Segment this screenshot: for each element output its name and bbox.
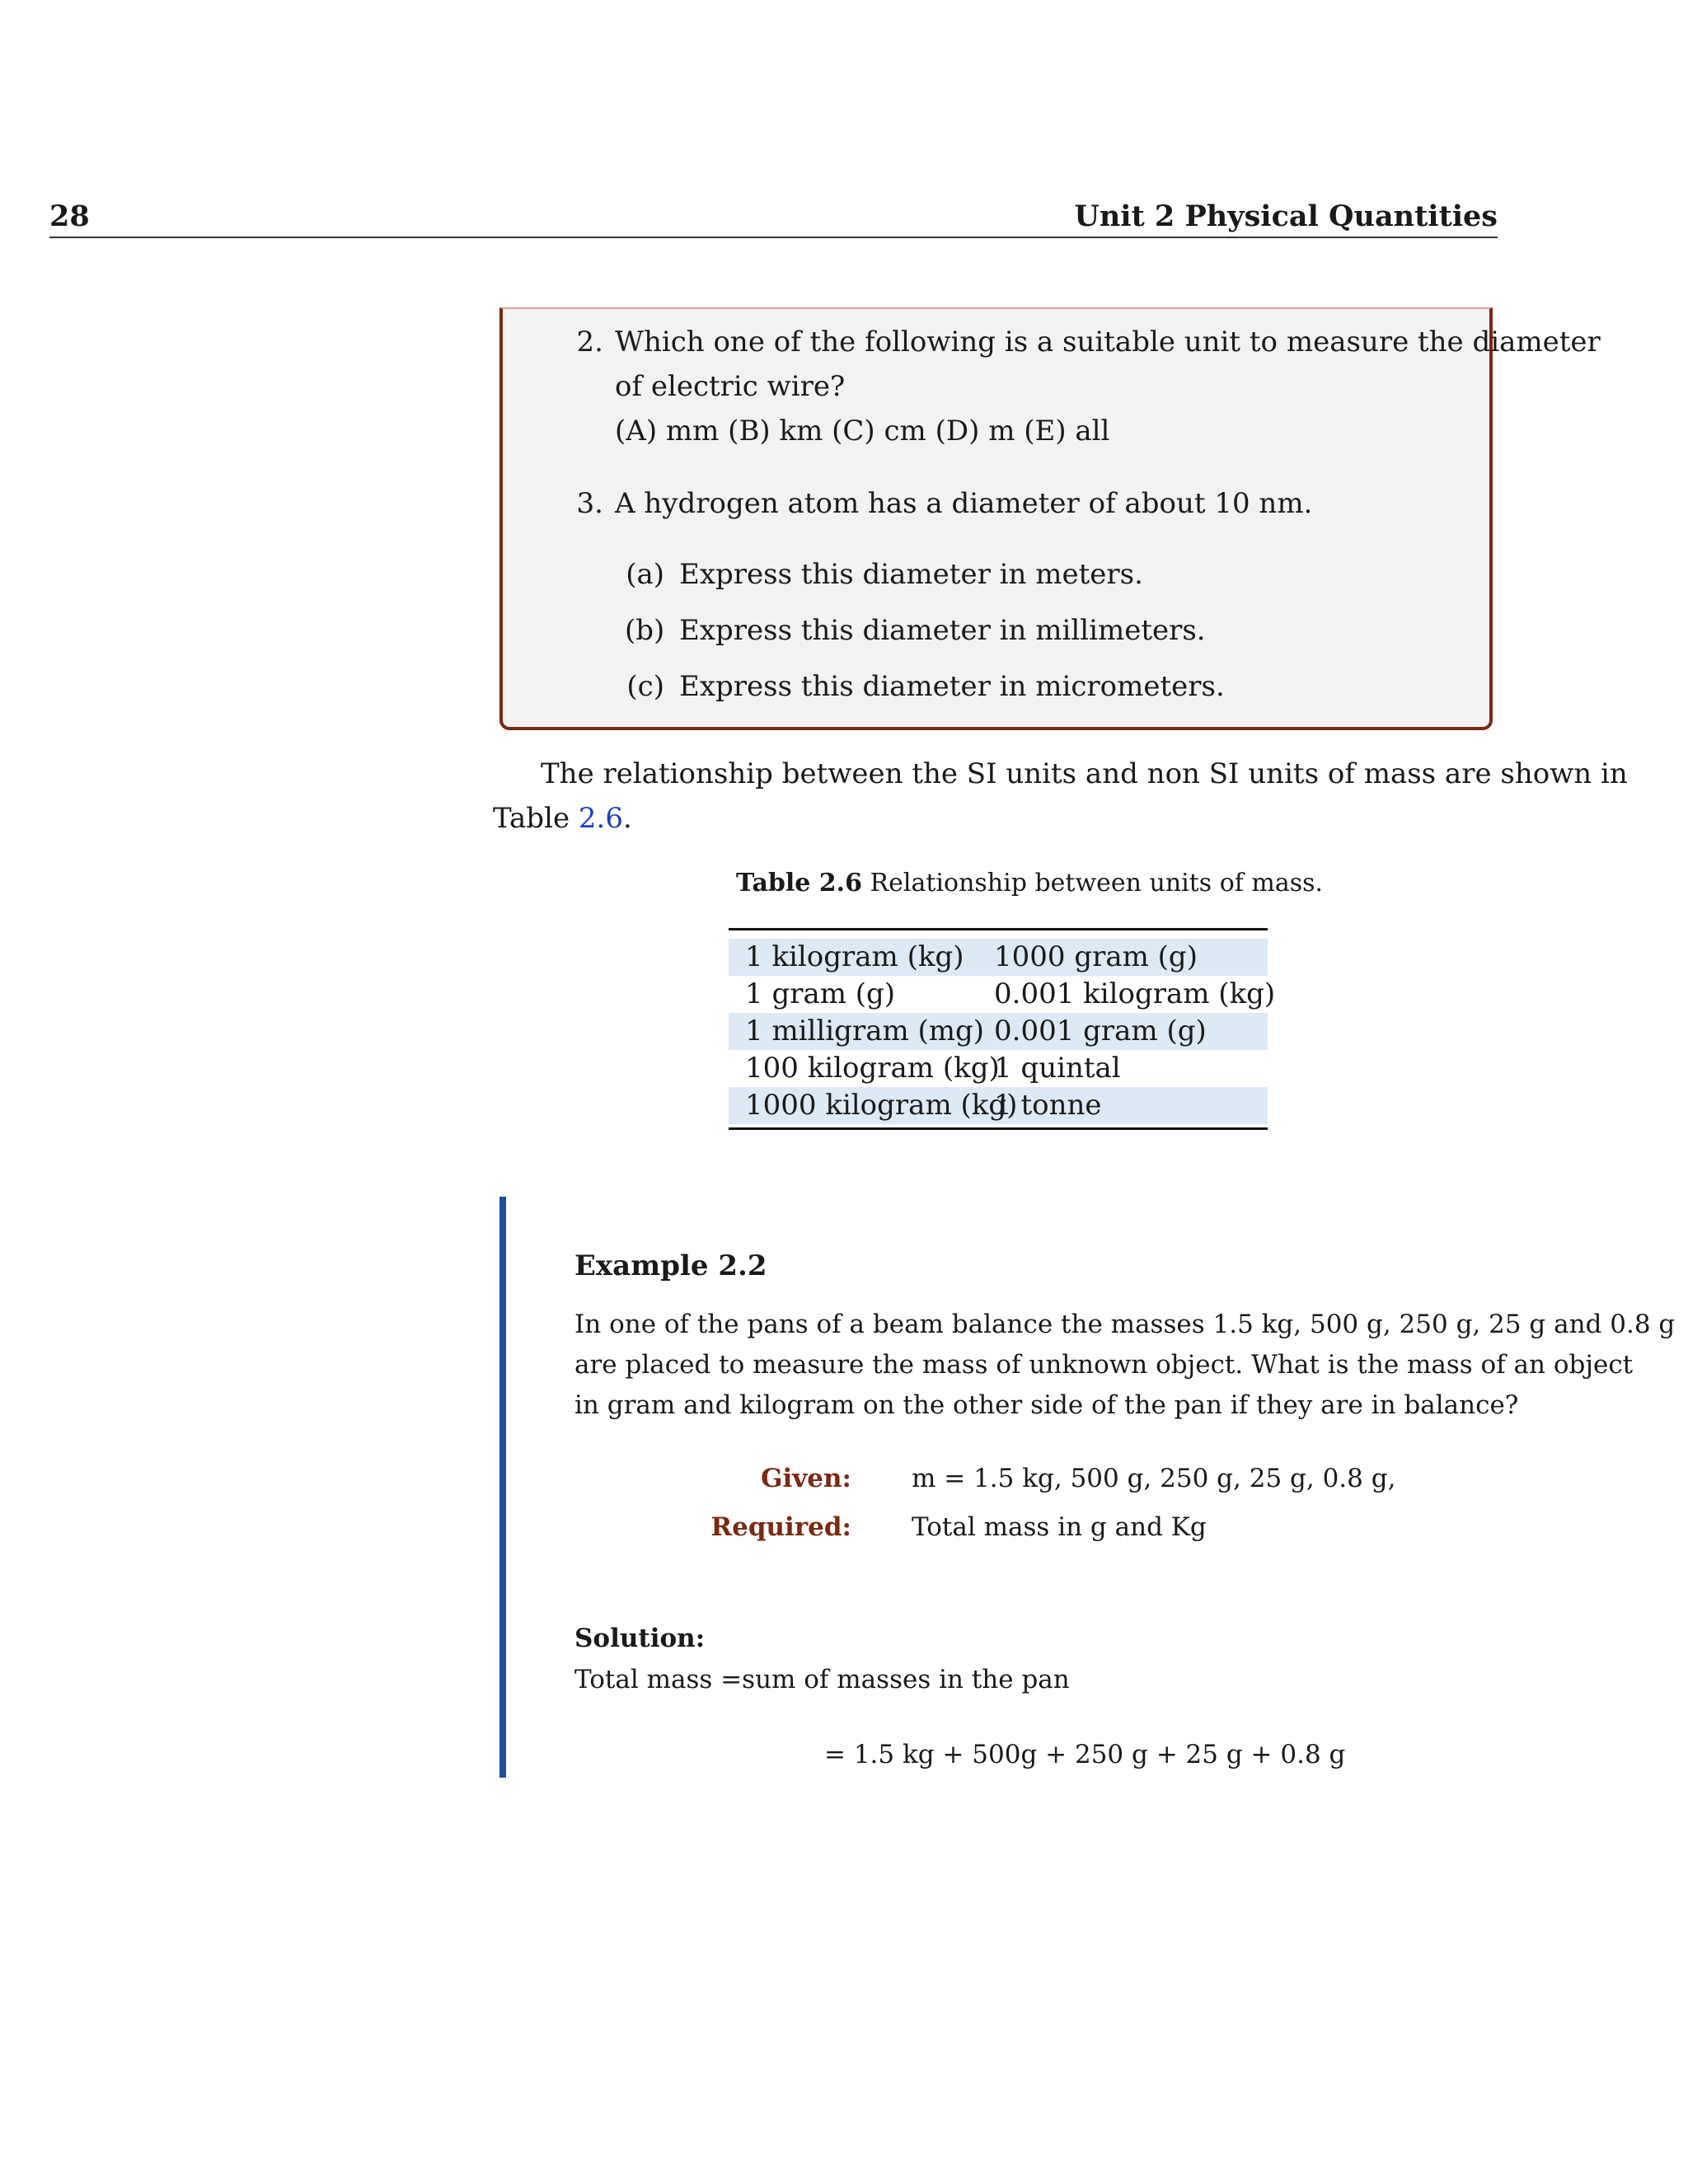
table-cell: 1 quintal xyxy=(994,1052,1121,1085)
question-3 xyxy=(567,481,1312,526)
question-3-text: A hydrogen atom has a diameter of about 10 nm. xyxy=(615,487,1313,520)
solution-equation: = 1.5 kg + 500g + 250 g + 25 g + 0.8 g xyxy=(824,1740,1346,1769)
paragraph-suffix: . xyxy=(622,802,632,835)
question-2-text: Which one of the following is a suitable unit to measure the diameter xyxy=(615,326,1601,359)
example-accent-bar xyxy=(499,1197,506,1778)
table-cell: 0.001 gram (g) xyxy=(994,1015,1207,1047)
paragraph-prefix: Table xyxy=(493,802,579,835)
question-2-line1 xyxy=(567,320,1601,364)
running-title: Unit 2 Physical Quantities xyxy=(1074,199,1498,233)
mass-units-table xyxy=(729,928,1276,1130)
required-label: Required: xyxy=(710,1512,851,1542)
table-cell: 1 milligram (mg) xyxy=(745,1015,985,1047)
table-cell: 1000 gram (g) xyxy=(994,940,1198,973)
example-problem-line3: in gram and kilogram on the other side of the pan if they are in balance? xyxy=(574,1390,1519,1420)
question-3a-text: Express this diameter in meters. xyxy=(679,558,1143,591)
given-value: m = 1.5 kg, 500 g, 250 g, 25 g, 0.8 g, xyxy=(912,1464,1396,1493)
required-value: Total mass in g and Kg xyxy=(912,1512,1207,1542)
table-cell: 1 kilogram (kg) xyxy=(745,940,964,973)
table-caption-label: Table 2.6 xyxy=(736,869,862,898)
table-row xyxy=(729,976,1276,1013)
table-cell: 100 kilogram (kg) xyxy=(745,1052,1000,1085)
example-problem-line2: are placed to measure the mass of unknown object. What is the mass of an object xyxy=(574,1350,1634,1380)
question-3c xyxy=(625,664,1225,709)
solution-title: Solution: xyxy=(574,1624,706,1653)
question-2-number: 2. xyxy=(576,326,603,359)
example-problem-line1: In one of the pans of a beam balance the masses 1.5 kg, 500 g, 250 g, 25 g and 0.8 g xyxy=(574,1310,1676,1339)
question-3-number: 3. xyxy=(576,487,603,520)
question-3a-label: (a) xyxy=(626,558,664,591)
given-label: Given: xyxy=(761,1464,851,1493)
paragraph-line1: The relationship between the SI units and non SI units of mass are shown in xyxy=(541,757,1628,790)
question-3c-text: Express this diameter in micrometers. xyxy=(679,670,1225,703)
question-3b-text: Express this diameter in millimeters. xyxy=(679,614,1206,647)
table-cell: 1 tonne xyxy=(994,1089,1102,1122)
table-row xyxy=(729,1050,1268,1087)
table-cell: 1000 kilogram (kg) xyxy=(745,1089,1018,1122)
question-2-options: (A) mm (B) km (C) cm (D) m (E) all xyxy=(615,415,1110,448)
paragraph-line2 xyxy=(493,796,632,841)
table-cell: 0.001 kilogram (kg) xyxy=(994,977,1276,1010)
question-3c-label: (c) xyxy=(626,670,664,703)
table-reference-link[interactable]: 2.6 xyxy=(578,802,623,835)
example-title: Example 2.2 xyxy=(574,1249,767,1282)
table-row xyxy=(729,939,1268,976)
solution-line1: Total mass =sum of masses in the pan xyxy=(574,1665,1070,1694)
table-caption-text: Relationship between units of mass. xyxy=(862,869,1324,898)
question-2-line2: of electric wire? xyxy=(615,370,846,403)
page-number: 28 xyxy=(49,199,90,233)
question-3a xyxy=(625,552,1143,597)
table-row xyxy=(729,1013,1268,1050)
table-row xyxy=(729,1087,1268,1124)
table-caption xyxy=(736,865,1323,902)
question-3b-label: (b) xyxy=(625,614,665,647)
table-cell: 1 gram (g) xyxy=(745,977,896,1010)
header-rule xyxy=(49,237,1498,238)
question-3b xyxy=(625,608,1206,653)
